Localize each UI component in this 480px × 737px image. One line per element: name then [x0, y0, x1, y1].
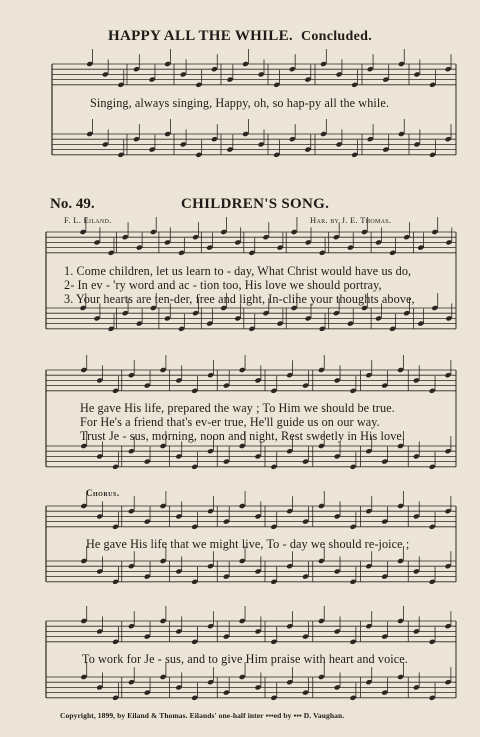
- verse-2-line-2: For He's a friend that's ev-er true, He'll guide us on our way.: [80, 415, 380, 429]
- hymn-arranger: Har. by J. E. Thomas.: [310, 215, 392, 225]
- verse-3-line-2: Trust Je - sus, morning, noon and night, Rest sweetly in His love.: [80, 429, 406, 443]
- hymn-author: F. L. Eiland.: [64, 215, 112, 225]
- hymn-title: CHILDREN'S SONG.: [181, 196, 330, 212]
- top-song-title: [0, 28, 480, 45]
- verse-2-line-1: 2- In ev - 'ry word and ac - tion too, His love we should portray,: [64, 278, 382, 292]
- top-title-text: HAPPY ALL THE WHILE.: [107, 28, 293, 44]
- chorus-line-2: To work for Je - sus, and to give Him praise with heart and voice.: [82, 652, 408, 666]
- chorus-line-1: He gave His life that we might live, To - day we should re-joice ;: [86, 537, 410, 551]
- copyright-notice: Copyright, 1899, by Eiland & Thomas. Eilands' one-half inter ▪▪▪ed by ▪▪▪ D. Vaughan.: [60, 711, 345, 720]
- top-lyric-line: Singing, always singing, Happy, oh, so hap-py all the while.: [90, 96, 390, 110]
- top-subtitle-text: Concluded.: [300, 29, 373, 44]
- hymn-number: No. 49.: [50, 196, 95, 212]
- verse-3-line-1: 3. Your hearts are ten-der, free and light, In-cline your thoughts above,: [64, 292, 415, 306]
- chorus-label: Chorus.: [86, 488, 120, 498]
- verse-1-line-2: He gave His life, prepared the way ; To Him we should be true.: [80, 401, 395, 415]
- verse-1-line-1: 1. Come children, let us learn to - day, What Christ would have us do,: [64, 264, 412, 278]
